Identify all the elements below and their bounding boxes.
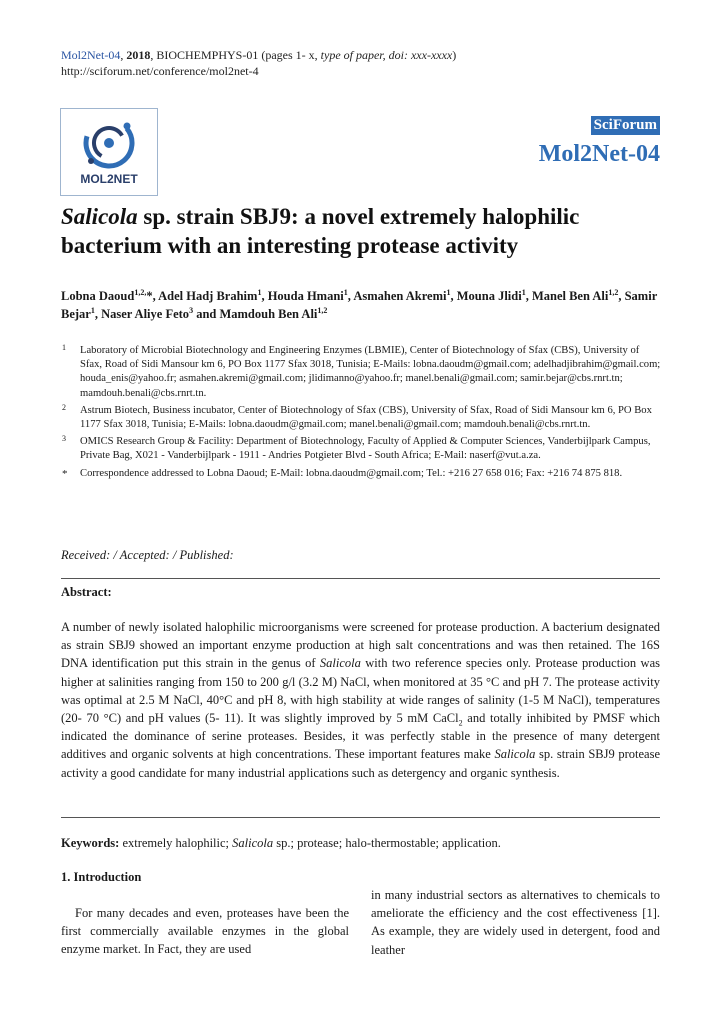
correspondence-note: * Correspondence addressed to Lobna Daoud; E-Mail: lobna.daoudm@gmail.com; Tel.: +216 27 658 016; Fax: +216 74 875 818. <box>62 467 623 480</box>
abstract-text: A number of newly isolated halophilic microorganisms were screened for protease production. A bacterium designated as strain SBJ9 showed an important enzyme production at high salt concentrations and was then retained. The 16S DNA identification put this strain in the genus of Salicola with two reference species only. Protease production was higher at salinities ranging from 150 to 200 g/l (3.2 M) NaCl, when monitored at 35 °C and pH 7. The protease activity was optimal at 2.5 M NaCl, 40°C and pH 8, with high stability at wide ranges of salinity (1-5 M NaCl), temperatures (20- 70 °C) and pH values (5- 11). It was slightly improved by 5 mM CaCl$_2$ and totally inhibited by PMSF which indicated the dominance of serine proteases. Besides, it was perfectly stable in the presence of many detergent additives and organic solvents at high concentrations. These important features make Salicola sp. strain SBJ9 protease activity a good candidate for many industrial applications such as detergency and organic synthesis. <box>61 620 661 780</box>
logo-text: MOL2NET <box>80 172 138 186</box>
author: Mamdouh Ben Ali$^{1,2}$ <box>219 305 328 321</box>
keywords: Keywords: extremely halophilic; Salicola sp.; protease; halo-thermostable; application. <box>61 836 501 850</box>
logo-graphic <box>61 109 157 195</box>
publication-dates: Received: / Accepted: / Published: <box>61 548 234 562</box>
conference-badge: Mol2Net-04 <box>538 141 660 167</box>
keywords-label: Keywords: <box>61 836 120 850</box>
divider <box>61 817 660 818</box>
year: 2018 <box>126 48 151 62</box>
header-sep: , <box>120 48 127 62</box>
intro-column-right: in many industrial sectors as alternatives to chemicals to ameliorate the efficiency and the cost effectiveness [1]. As example, they are widely used in detergent, food and leather <box>371 888 660 957</box>
intro-column-left: For many decades and even, proteases have been the first commercially available enzymes in the global enzyme market. In Fact, they are used <box>61 906 349 957</box>
author: Mouna Jlidi$^1$, <box>456 287 532 303</box>
divider <box>61 578 660 579</box>
mol2net-logo <box>60 108 158 196</box>
header-close: ) <box>452 48 457 62</box>
header-rest: , BIOCHEMPHYS-01 (pages 1- x, <box>150 48 321 62</box>
affiliation-item: 2 Astrum Biotech, Business incubator, Center of Biotechnology of Sfax (CBS), University of Sfax, Road of Sidi Mansour km 6, PO Box 1177 Sfax 3018, Tunisia; E-Mails: lobna.daoudm@gmail.com; manel.benali@gmail.com; mamdouh.benali@cbs.rnrt.tn. <box>62 402 652 431</box>
journal-name: Mol2Net-04 <box>61 48 121 62</box>
title-genus: Salicola <box>61 204 138 229</box>
author: Lobna Daoud$^{1,2,}$*, <box>61 287 159 303</box>
affiliation-item: 3 OMICS Research Group & Facility: Department of Biotechnology, Faculty of Applied & Computer Sciences, Vanderbijlpark Campus, Private Bag, X021 - Vanderbijlpark - 1911 - Andries Potgieter Blvd - South Africa; E-Mail: naserf@vut.a.za. <box>62 434 651 462</box>
author: Houda Hmani$^1$, <box>267 287 354 303</box>
author: Naser Aliye Feto$^3$ and <box>101 305 220 321</box>
title-rest: sp. strain SBJ9: a novel extremely halophilic bacterium with an interesting protease activity <box>61 204 580 258</box>
abstract-heading: Abstract: <box>61 585 112 599</box>
paper-title <box>61 202 661 260</box>
sciforum-badge: SciForum <box>591 116 660 135</box>
author-list <box>61 287 661 323</box>
author: Adel Hadj Brahim$^1$, <box>158 287 268 303</box>
running-header <box>61 48 456 63</box>
author: Samir Bejar$^1$, <box>61 289 658 321</box>
header-paper-type: type of paper, doi: xxx-xxxx <box>320 48 453 62</box>
affiliations <box>61 344 661 484</box>
author: Asmahen Akremi$^1$, <box>353 287 457 303</box>
section-heading: 1. Introduction <box>61 870 142 884</box>
affiliation-item: 1 Laboratory of Microbial Biotechnology and Engineering Enzymes (LBMIE), Center of Biotechnology of Sfax (CBS), University of Sfax, Road of Sidi Mansour km 6, PO Box 1177 Sfax 3018, Tunisia; E-Mails: lobna.daoudm@gmail.com; adelhadjibrahim@gmail.com; houda_enis@yahoo.fr; asmahen.akremi@gmail.com; jlidimanno@yahoo.fr; manel.benali@gmail.com; samir.bejar@cbs.rnrt.tn; mamdouh.benali@cbs.rnrt.tn. <box>62 343 661 399</box>
conference-url[interactable]: http://sciforum.net/conference/mol2net-4 <box>61 64 259 78</box>
author: Manel Ben Ali$^{1,2}$, <box>531 287 625 303</box>
